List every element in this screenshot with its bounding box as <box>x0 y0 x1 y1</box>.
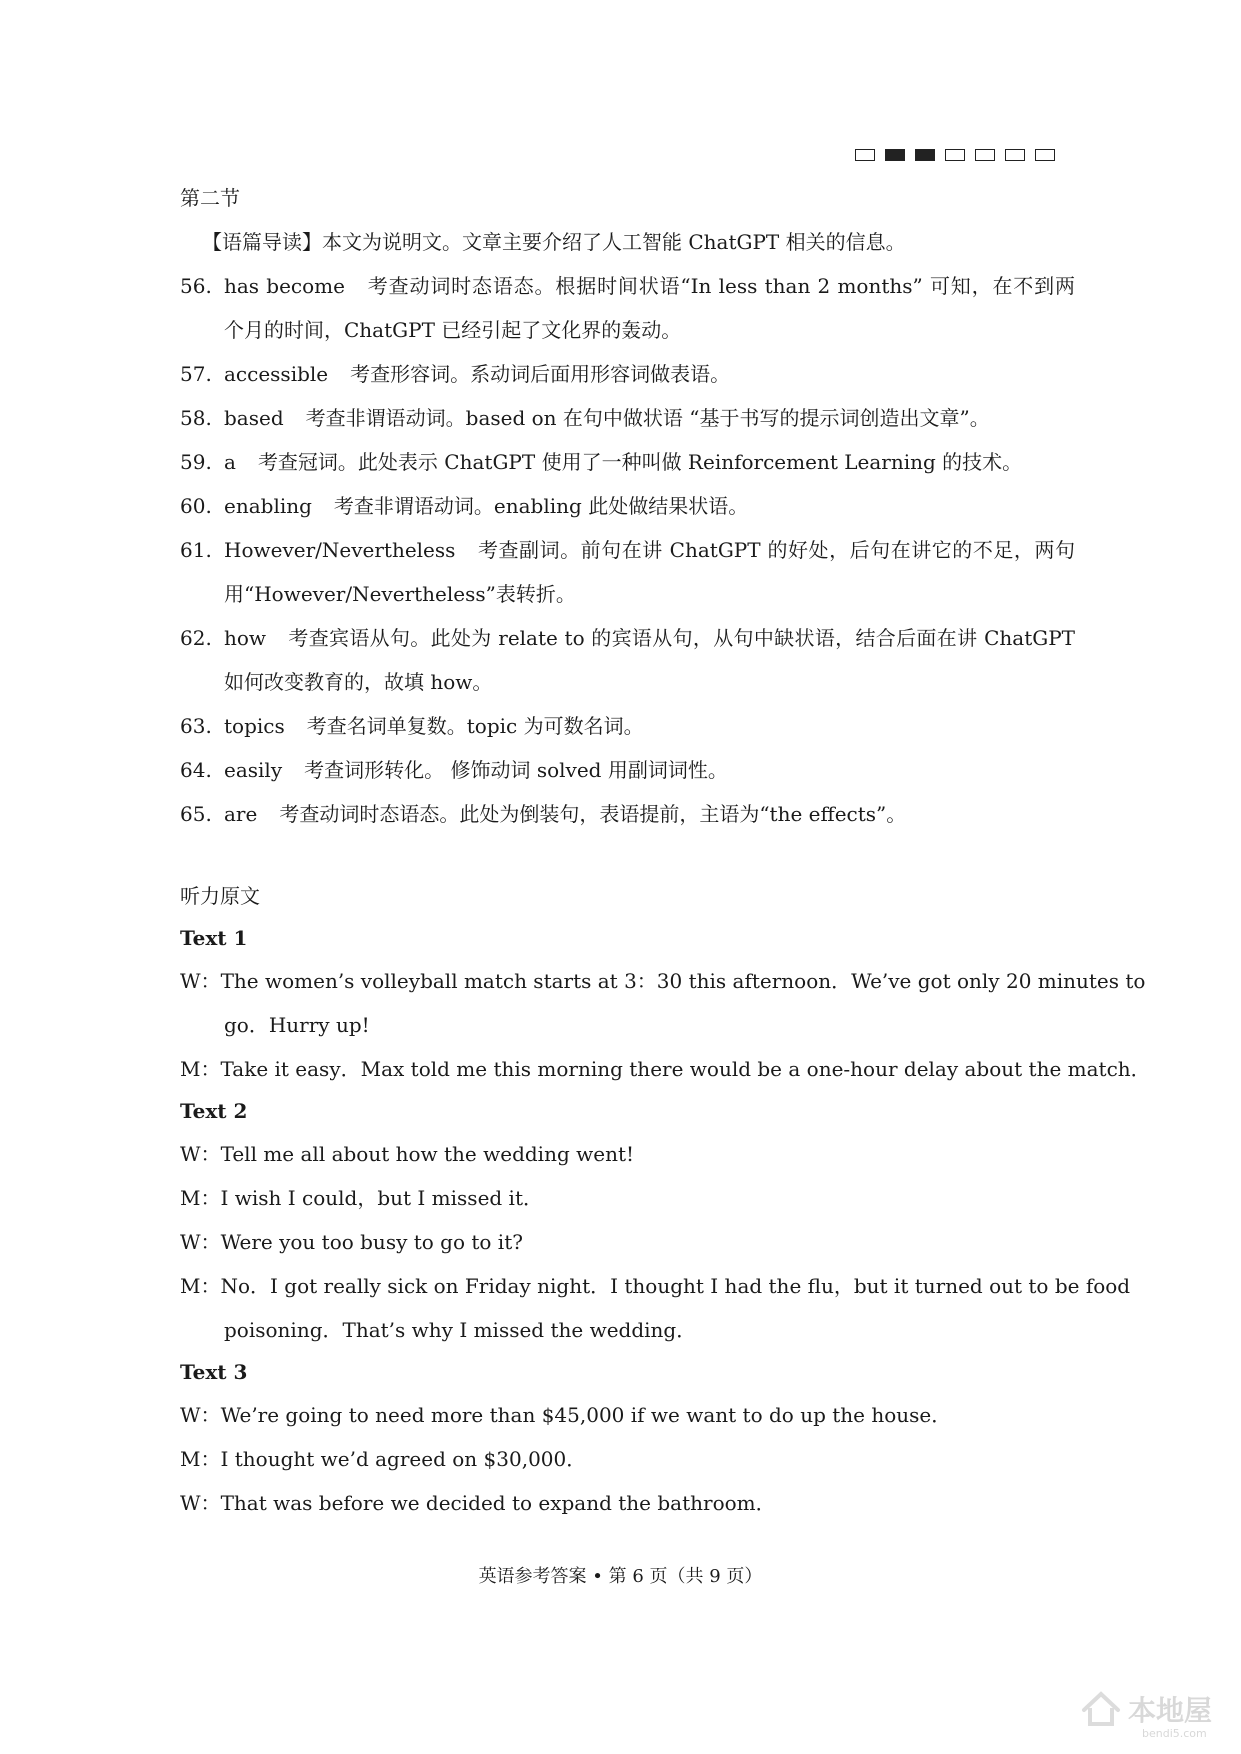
dialogue-line: M：I thought we’d agreed on $30,000． <box>180 1447 587 1471</box>
dialogue-line: M：No．I got really sick on Friday night．I thought I had the flu，but it turned out to be food <box>180 1274 1131 1298</box>
dialogue-line: W：Tell me all about how the wedding went! <box>180 1142 635 1166</box>
answer-61-cont: 用“However/Nevertheless”表转折。 <box>224 582 576 606</box>
listening-title: 听力原文 <box>180 884 260 908</box>
text-2-heading: Text 2 <box>180 1099 248 1123</box>
document-body <box>180 176 1151 1525</box>
passage-intro: 【语篇导读】本文为说明文。文章主要介绍了人工智能 ChatGPT 相关的信息。 <box>202 230 906 254</box>
house-icon <box>1080 1688 1122 1730</box>
marker-6 <box>1005 149 1025 161</box>
dialogue-line-cont: go．Hurry up! <box>224 1013 370 1037</box>
answer-62-cont: 如何改变教育的，故填 how。 <box>224 670 493 694</box>
answer-59: 59. a 考查冠词。此处表示 ChatGPT 使用了一种叫做 Reinforcement Learning 的技术。 <box>180 450 1023 474</box>
dialogue-line: M：I wish I could，but I missed it． <box>180 1186 543 1210</box>
page-markers <box>855 149 1055 161</box>
dialogue-line-cont: poisoning．That’s why I missed the wedding． <box>224 1318 697 1342</box>
watermark-domain: bendi5.com <box>1142 1727 1207 1740</box>
answer-64: 64. easily 考查词形转化。 修饰动词 solved 用副词词性。 <box>180 758 728 782</box>
dialogue-line: W：That was before we decided to expand the bathroom． <box>180 1491 776 1515</box>
answer-56-cont: 个月的时间，ChatGPT 已经引起了文化界的轰动。 <box>224 318 682 342</box>
answer-56: 56. has become 考查动词时态语态。根据时间状语“In less than 2 months” 可知，在不到两 <box>180 274 1075 298</box>
text-1-heading: Text 1 <box>180 926 248 950</box>
marker-5 <box>975 149 995 161</box>
page-footer: 英语参考答案 • 第 6 页（共 9 页） <box>478 1566 763 1587</box>
answer-57: 57. accessible 考查形容词。系动词后面用形容词做表语。 <box>180 362 731 386</box>
marker-2 <box>885 149 905 161</box>
marker-3 <box>915 149 935 161</box>
text-3-heading: Text 3 <box>180 1360 248 1384</box>
answer-58: 58. based 考查非谓语动词。based on 在句中做状语 “基于书写的提示词创造出文章”。 <box>180 406 990 430</box>
answer-62: 62. how 考查宾语从句。此处为 relate to 的宾语从句，从句中缺状语，结合后面在讲 ChatGPT <box>180 626 1075 650</box>
watermark-brand: 本地屋 <box>1128 1694 1213 1727</box>
answer-61: 61. However/Nevertheless 考查副词。前句在讲 ChatGPT 的好处，后句在讲它的不足，两句 <box>180 538 1075 562</box>
marker-4 <box>945 149 965 161</box>
dialogue-line: W：We’re going to need more than $45,000 if we want to do up the house． <box>180 1403 952 1427</box>
watermark <box>1080 1688 1212 1730</box>
answer-65: 65. are 考查动词时态语态。此处为倒装句，表语提前，主语为“the effects”。 <box>180 802 907 826</box>
dialogue-line: W：Were you too busy to go to it? <box>180 1230 523 1254</box>
answer-60: 60. enabling 考查非谓语动词。enabling 此处做结果状语。 <box>180 494 749 518</box>
marker-7 <box>1035 149 1055 161</box>
marker-1 <box>855 149 875 161</box>
section-gap <box>180 836 1075 874</box>
answer-63: 63. topics 考查名词单复数。topic 为可数名词。 <box>180 714 644 738</box>
dialogue-line: W：The women’s volleyball match starts at 3：30 this afternoon．We’ve got only 20 minutes to <box>180 969 1146 993</box>
section-title: 第二节 <box>180 186 240 210</box>
dialogue-line: M：Take it easy．Max told me this morning there would be a one-hour delay about the match． <box>180 1057 1151 1081</box>
